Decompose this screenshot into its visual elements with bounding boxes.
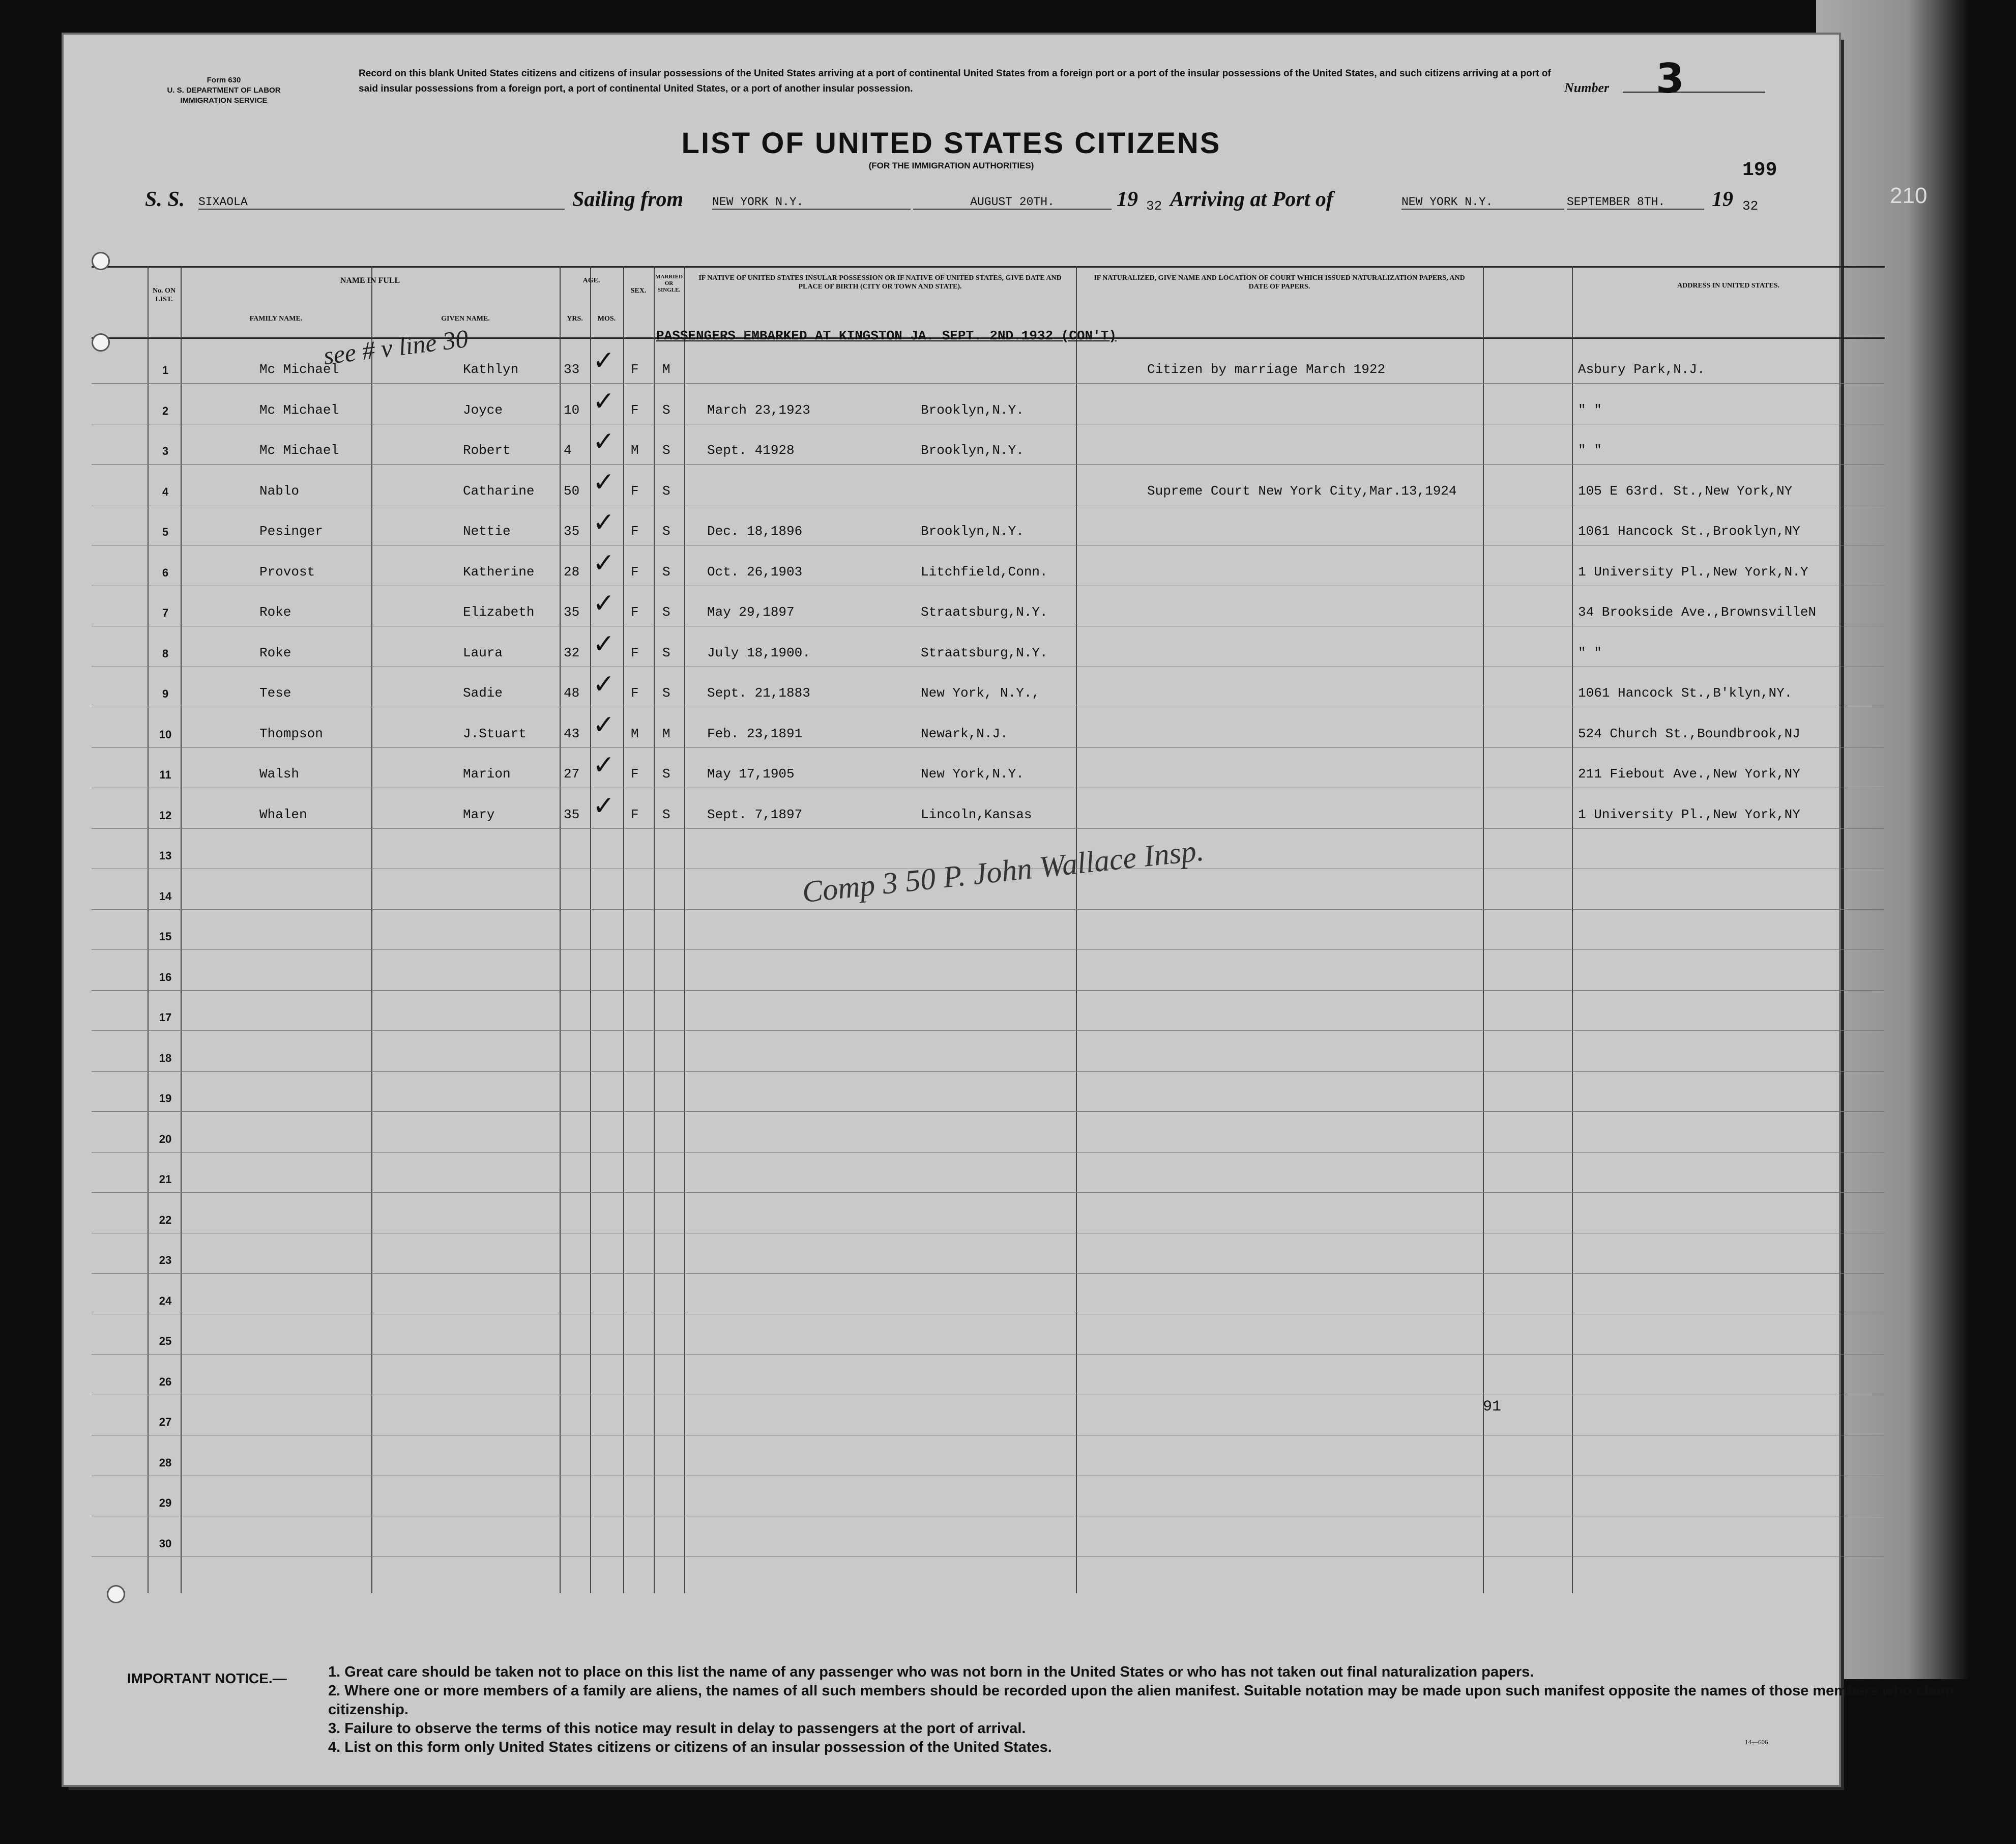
address: Asbury Park,N.J. (1578, 362, 1705, 377)
birth-place: Litchfield,Conn. (921, 564, 1048, 580)
row-number: 5 (162, 526, 169, 538)
notice-label: IMPORTANT NOTICE.— (127, 1670, 287, 1686)
check-mark-icon: ✓ (593, 588, 615, 619)
address: " " (1578, 443, 1602, 458)
birth-date: Dec. 18,1896 (707, 524, 803, 539)
age-years: 35 (564, 604, 580, 620)
col-header-mos: MOS. (597, 315, 616, 323)
marital-status: S (662, 402, 670, 418)
col-header-given: GIVEN NAME. (441, 315, 490, 323)
birth-place: New York,N.Y. (921, 766, 1024, 782)
arrival-port: NEW YORK N.Y. (1401, 195, 1564, 210)
row-number: 30 (159, 1537, 172, 1550)
row-number: 17 (159, 1011, 172, 1024)
family-name: Provost (259, 564, 315, 580)
sex: F (631, 766, 639, 782)
notice-item: 1. Great care should be taken not to place on this list the name of any passenger who was not born in the United States or who has not taken out final naturalization papers. (328, 1664, 1534, 1680)
col-header-no: No. ON LIST. (152, 287, 176, 303)
page-title: LIST OF UNITED STATES CITIZENS (681, 127, 1221, 160)
birth-date: Sept. 21,1883 (707, 685, 810, 701)
marital-status: S (662, 524, 670, 539)
birth-date: Feb. 23,1891 (707, 726, 803, 741)
sex: M (631, 726, 639, 741)
marital-status: S (662, 604, 670, 620)
marital-status: S (662, 806, 670, 822)
given-name: Robert (463, 443, 511, 458)
age-years: 27 (564, 766, 580, 782)
sex: F (631, 564, 639, 580)
col-header-family: FAMILY NAME. (249, 315, 303, 323)
given-name: Katherine (463, 564, 535, 580)
form-identifier (112, 75, 336, 106)
row-rule (92, 1192, 1885, 1193)
given-name: Kathlyn (463, 362, 519, 377)
row-number: 1 (162, 364, 169, 377)
row-rule (92, 1030, 1885, 1031)
age-years: 50 (564, 483, 580, 499)
address: " " (1578, 645, 1602, 660)
stamp-number: 199 (1742, 159, 1777, 181)
check-mark-icon: ✓ (593, 548, 615, 579)
given-name: Marion (463, 766, 511, 782)
birth-date: May 29,1897 (707, 604, 795, 620)
sex: F (631, 806, 639, 822)
family-name: Pesinger (259, 524, 323, 539)
notice-item: 4. List on this form only United States citizens or citizens of an insular possession of the United States. (328, 1739, 1052, 1755)
given-name: Joyce (463, 402, 503, 418)
age-years: 35 (564, 806, 580, 822)
row-number: 8 (162, 647, 169, 660)
sex: M (631, 443, 639, 458)
age-years: 43 (564, 726, 580, 741)
family-name: Whalen (259, 806, 307, 822)
sex: F (631, 604, 639, 620)
given-name: Catharine (463, 483, 535, 499)
binder-hole (92, 333, 110, 352)
department: U. S. DEPARTMENT OF LABOR (167, 86, 281, 95)
check-mark-icon: ✓ (593, 467, 615, 498)
row-rule (92, 1273, 1885, 1274)
address: 1061 Hancock St.,Brooklyn,NY (1578, 524, 1800, 539)
marital-status: S (662, 685, 670, 701)
check-mark-icon: ✓ (593, 628, 615, 659)
marital-status: S (662, 483, 670, 499)
check-mark-icon: ✓ (593, 709, 615, 740)
col-header-name: NAME IN FULL (340, 276, 400, 285)
ship-name: SIXAOLA (198, 195, 565, 210)
row-rule (92, 464, 1885, 465)
birth-place: Brooklyn,N.Y. (921, 443, 1024, 458)
given-name: Mary (463, 806, 495, 822)
address: 524 Church St.,Boundbrook,NJ (1578, 726, 1800, 741)
service: IMMIGRATION SERVICE (180, 96, 268, 105)
marital-status: S (662, 443, 670, 458)
check-mark-icon: ✓ (593, 669, 615, 700)
row-number: 12 (159, 809, 172, 822)
row-rule (92, 747, 1885, 748)
row-number: 14 (159, 889, 172, 903)
row-number: 28 (159, 1456, 172, 1469)
birth-place: Brooklyn,N.Y. (921, 524, 1024, 539)
address: 1061 Hancock St.,B'klyn,NY. (1578, 685, 1793, 701)
birth-date: Sept. 41928 (707, 443, 795, 458)
row-number: 29 (159, 1496, 172, 1509)
sailing-label: Sailing from (572, 188, 684, 211)
margin-number: 91 (1483, 1398, 1502, 1416)
col-header-married: MARRIED OR SINGLE. (655, 274, 683, 293)
arriving-label: Arriving at Port of (1170, 188, 1333, 211)
family-name: Roke (259, 645, 291, 660)
row-number: 23 (159, 1254, 172, 1266)
sailing-date: AUGUST 20TH. (913, 195, 1112, 210)
check-mark-icon: ✓ (593, 345, 615, 376)
ss-label: S. S. (145, 188, 185, 211)
row-number: 10 (159, 728, 172, 741)
address: " " (1578, 402, 1602, 418)
row-rule (92, 909, 1885, 910)
family-name: Tese (259, 685, 291, 701)
marital-status: S (662, 564, 670, 580)
row-number: 15 (159, 930, 172, 943)
number-underline (1623, 92, 1765, 93)
form-instructions: Record on this blank United States citizens and citizens of insular possessions of the United States arriving at a port of continental United States from a foreign port or a port of the insular possessions of the United States, and such citizens arriving at a port of said insular possessions from a foreign port, a port of continental United States, or a port of another insular possession. (359, 68, 1551, 94)
row-rule (92, 1071, 1885, 1072)
age-years: 33 (564, 362, 580, 377)
form-code: 14—606 (1745, 1738, 1768, 1746)
table-top-rule (92, 266, 1885, 268)
family-name: Mc Michael (259, 443, 339, 458)
row-number: 4 (162, 485, 169, 498)
sailing-year-prefix: 19 (1117, 188, 1138, 211)
row-number: 18 (159, 1051, 172, 1064)
row-number: 2 (162, 404, 169, 417)
birth-date: July 18,1900. (707, 645, 810, 660)
sex: F (631, 483, 639, 499)
age-years: 10 (564, 402, 580, 418)
birth-place: New York, N.Y., (921, 685, 1040, 701)
family-name: Mc Michael (259, 362, 339, 377)
col-header-naturalized: IF NATURALIZED, GIVE NAME AND LOCATION OF COURT WHICH ISSUED NATURALIZATION PAPERS, AND DATE OF PAPERS. (1094, 274, 1465, 291)
inspector-signature: Comp 3 50 P. John Wallace Insp. (800, 833, 1206, 909)
birth-place: Lincoln,Kansas (921, 806, 1032, 822)
binder-hole (92, 252, 110, 270)
row-rule (92, 1111, 1885, 1112)
address: 211 Fiebout Ave.,New York,NY (1578, 766, 1800, 782)
check-mark-icon: ✓ (593, 750, 615, 781)
page-subtitle: (FOR THE IMMIGRATION AUTHORITIES) (868, 161, 1034, 170)
birth-place: Straatsburg,N.Y. (921, 645, 1048, 660)
marital-status: S (662, 766, 670, 782)
row-number: 26 (159, 1375, 172, 1388)
col-header-yrs: YRS. (567, 315, 583, 323)
check-mark-icon: ✓ (593, 507, 615, 538)
row-rule (92, 828, 1885, 829)
arrival-year-prefix: 19 (1712, 188, 1733, 211)
row-number: 13 (159, 849, 172, 862)
row-rule (92, 1354, 1885, 1355)
naturalization: Citizen by marriage March 1922 (1147, 362, 1386, 377)
birth-date: May 17,1905 (707, 766, 795, 782)
row-rule (92, 949, 1885, 950)
given-name: Nettie (463, 524, 511, 539)
given-name: Sadie (463, 685, 503, 701)
sex: F (631, 402, 639, 418)
row-number: 27 (159, 1416, 172, 1428)
arrival-date: SEPTEMBER 8TH. (1567, 195, 1704, 210)
family-name: Thompson (259, 726, 323, 741)
naturalization: Supreme Court New York City,Mar.13,1924 (1147, 483, 1457, 499)
embark-note: PASSENGERS EMBARKED AT KINGSTON JA. SEPT. 2ND.1932 (CON'T) (656, 328, 1117, 343)
marital-status: M (662, 726, 670, 741)
row-number: 16 (159, 970, 172, 984)
sex: F (631, 685, 639, 701)
col-header-birth: IF NATIVE OF UNITED STATES INSULAR POSSESSION OR IF NATIVE OF UNITED STATES, GIVE DATE AND PLACE OF BIRTH (CITY OR TOWN AND STATE). (698, 274, 1062, 291)
row-number: 3 (162, 445, 169, 457)
family-name: Roke (259, 604, 291, 620)
binder-hole (107, 1585, 125, 1603)
check-mark-icon: ✓ (593, 426, 615, 457)
birth-date: Sept. 7,1897 (707, 806, 803, 822)
marital-status: M (662, 362, 670, 377)
passenger-table (92, 266, 1885, 1589)
sailing-year: 32 (1146, 198, 1162, 214)
age-years: 4 (564, 443, 572, 458)
row-number: 24 (159, 1294, 172, 1307)
age-years: 28 (564, 564, 580, 580)
sex: F (631, 524, 639, 539)
birth-place: Straatsburg,N.Y. (921, 604, 1048, 620)
birth-date: Oct. 26,1903 (707, 564, 803, 580)
arrival-year: 32 (1742, 198, 1759, 214)
row-number: 6 (162, 566, 169, 579)
check-mark-icon: ✓ (593, 386, 615, 417)
row-number: 20 (159, 1132, 172, 1145)
row-number: 25 (159, 1335, 172, 1347)
age-years: 35 (564, 524, 580, 539)
check-mark-icon: ✓ (593, 790, 615, 821)
row-number: 11 (159, 768, 171, 781)
row-number: 9 (162, 687, 169, 700)
row-number: 7 (162, 607, 169, 619)
page-number: 210 (1890, 183, 1927, 208)
address: 1 University Pl.,New York,N.Y (1578, 564, 1808, 580)
address: 105 E 63rd. St.,New York,NY (1578, 483, 1793, 499)
age-years: 32 (564, 645, 580, 660)
given-name: Elizabeth (463, 604, 535, 620)
form-number: Form 630 (207, 76, 241, 84)
given-name: Laura (463, 645, 503, 660)
birth-date: March 23,1923 (707, 402, 810, 418)
family-name: Nablo (259, 483, 300, 499)
row-number: 21 (159, 1173, 172, 1186)
handwritten-note: see # v line 30 (322, 324, 470, 370)
address: 1 University Pl.,New York,NY (1578, 806, 1800, 822)
number-label: Number (1564, 80, 1610, 95)
list-number: 3 (1656, 55, 1684, 102)
row-number: 19 (159, 1092, 172, 1105)
sex: F (631, 362, 639, 377)
row-number: 22 (159, 1213, 172, 1226)
given-name: J.Stuart (463, 726, 527, 741)
marital-status: S (662, 645, 670, 660)
sex: F (631, 645, 639, 660)
birth-place: Newark,N.J. (921, 726, 1008, 741)
family-name: Walsh (259, 766, 300, 782)
notice-item: 2. Where one or more members of a family are aliens, the names of all such members should be recorded upon the alien manifest. Suitable notation may be made upon such manifest opposite the names of those members who claim citizenship. (328, 1683, 1954, 1718)
notice-item: 3. Failure to observe the terms of this notice may result in delay to passengers at the port of arrival. (328, 1720, 1026, 1737)
col-header-address: ADDRESS IN UNITED STATES. (1677, 282, 1779, 290)
col-header-age: AGE. (582, 277, 600, 284)
sailing-port: NEW YORK N.Y. (712, 195, 911, 210)
row-rule (92, 383, 1885, 384)
birth-place: Brooklyn,N.Y. (921, 402, 1024, 418)
col-header-sex: SEX. (630, 287, 647, 295)
row-rule (92, 990, 1885, 991)
family-name: Mc Michael (259, 402, 339, 418)
age-years: 48 (564, 685, 580, 701)
address: 34 Brookside Ave.,BrownsvilleN (1578, 604, 1817, 620)
